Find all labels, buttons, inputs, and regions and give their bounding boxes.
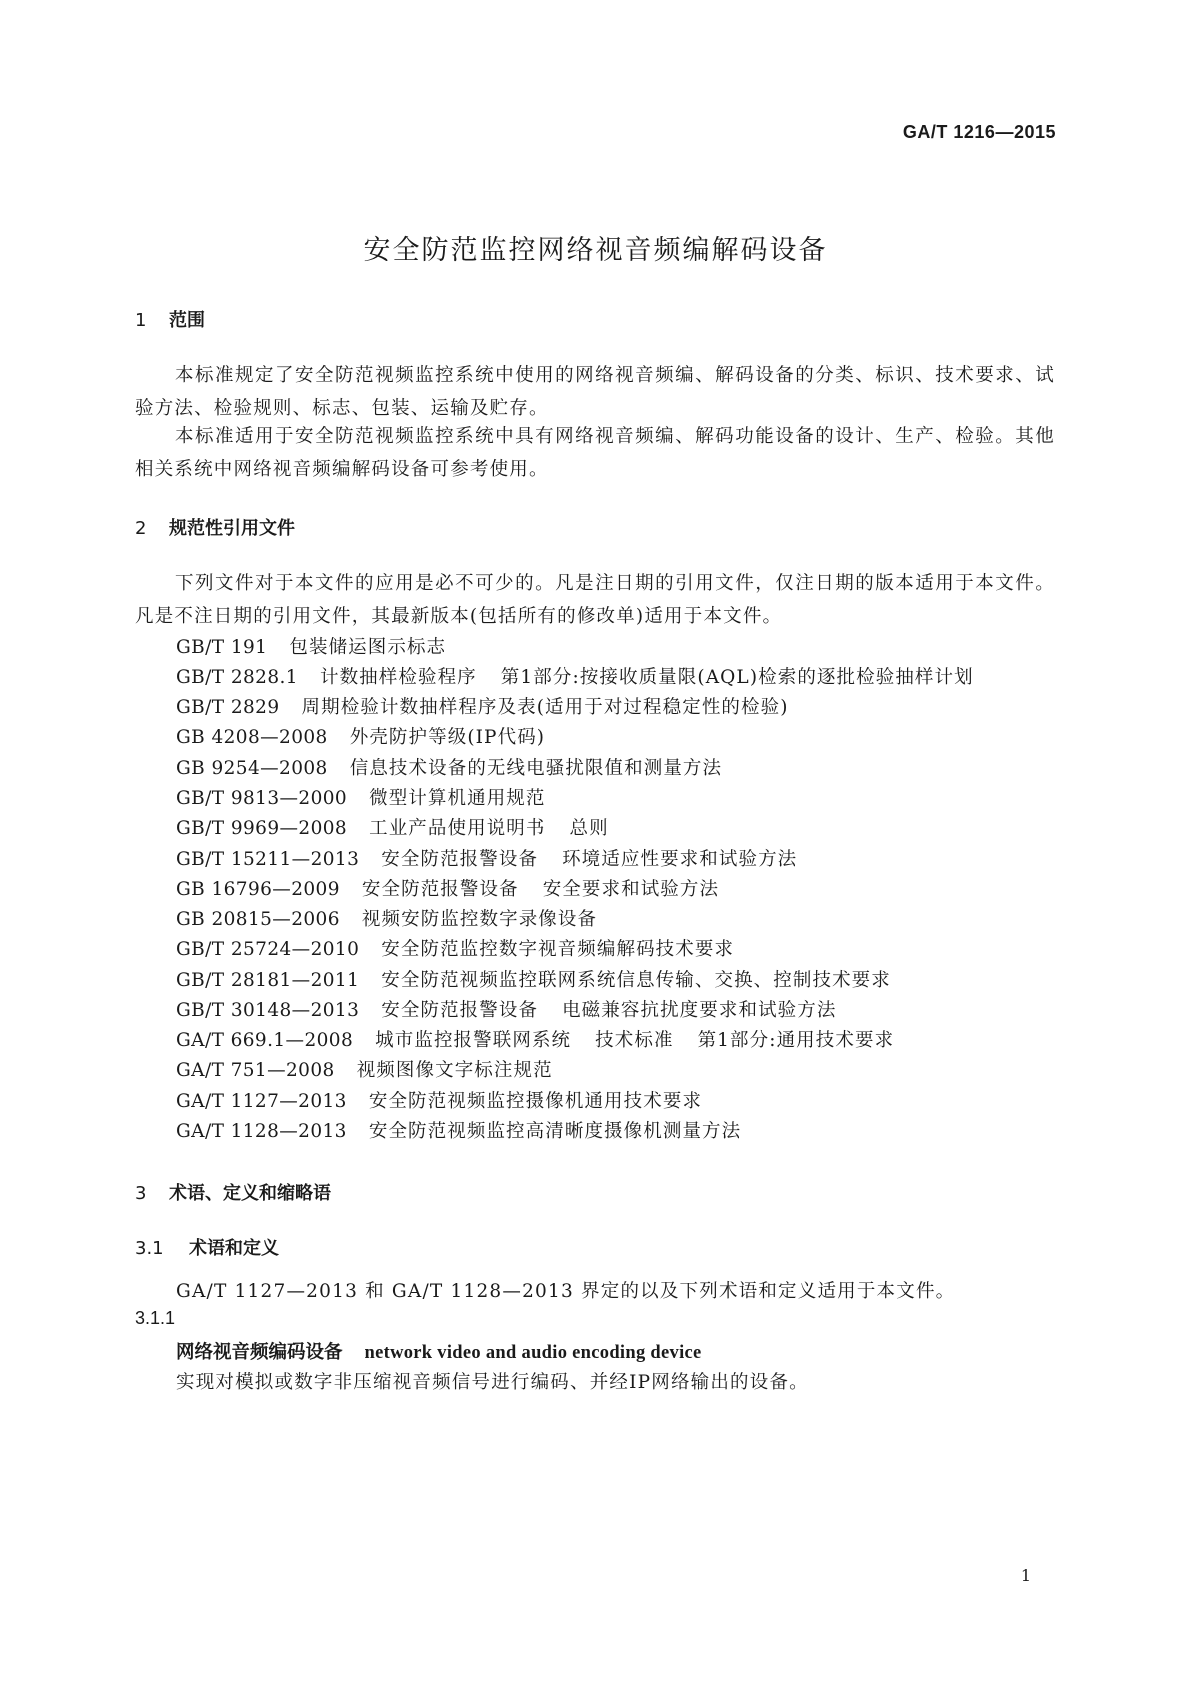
reference-title: 微型计算机通用规范 bbox=[369, 788, 546, 809]
reference-code: GA/T 1127—2013 bbox=[176, 1091, 347, 1112]
section-number: 3 bbox=[135, 1183, 147, 1204]
scope-paragraph-2: 本标准适用于安全防范视频监控系统中具有网络视音频编、解码功能设备的设计、生产、检验。其他相关系统中网络视音频编解码设备可参考使用。 bbox=[135, 426, 1055, 480]
reference-code: GB/T 2829 bbox=[176, 697, 280, 718]
section-number: 3.1 bbox=[135, 1238, 164, 1259]
reference-code: GB/T 15211—2013 bbox=[176, 849, 360, 870]
section-title: 术语、定义和缩略语 bbox=[169, 1183, 331, 1204]
reference-subtitle: 第1部分:按接收质量限(AQL)检索的逐批检验抽样计划 bbox=[500, 667, 974, 688]
standard-code: GA/T 1216—2015 bbox=[902, 122, 1056, 142]
reference-code: GA/T 669.1—2008 bbox=[176, 1030, 354, 1051]
reference-subtitle: 安全要求和试验方法 bbox=[542, 879, 720, 900]
reference-subtitle: 环境适应性要求和试验方法 bbox=[562, 849, 798, 870]
reference-subtitle: 技术标准 bbox=[595, 1030, 674, 1051]
reference-item bbox=[176, 1026, 894, 1052]
references-intro: 下列文件对于本文件的应用是必不可少的。凡是注日期的引用文件，仅注日期的版本适用于本文件。凡是不注日期的引用文件，其最新版本(包括所有的修改单)适用于本文件。 bbox=[135, 573, 1055, 627]
term-name-zh: 网络视音频编码设备 bbox=[176, 1342, 343, 1363]
reference-item bbox=[176, 996, 836, 1022]
section-1-heading bbox=[135, 306, 205, 332]
reference-item bbox=[176, 754, 722, 780]
reference-code: GA/T 1128—2013 bbox=[176, 1121, 347, 1142]
term-number: 3.1.1 bbox=[135, 1308, 176, 1328]
reference-title: 安全防范视频监控摄像机通用技术要求 bbox=[368, 1091, 703, 1112]
reference-code: GB 20815—2006 bbox=[176, 909, 340, 930]
reference-title: 城市监控报警联网系统 bbox=[375, 1030, 572, 1051]
section-3-heading bbox=[135, 1179, 331, 1205]
reference-item bbox=[176, 1087, 702, 1113]
reference-item bbox=[176, 814, 609, 840]
reference-item bbox=[176, 663, 974, 689]
reference-title: 安全防范监控数字视音频编解码技术要求 bbox=[381, 939, 735, 960]
reference-title: 包装储运图示标志 bbox=[289, 637, 447, 658]
reference-code: GB/T 28181—2011 bbox=[176, 970, 360, 991]
reference-title: 视频图像文字标注规范 bbox=[356, 1060, 553, 1081]
section-2-heading bbox=[135, 514, 295, 540]
reference-code: GB/T 191 bbox=[176, 637, 268, 658]
reference-code: GB/T 25724—2010 bbox=[176, 939, 360, 960]
section-title: 术语和定义 bbox=[189, 1238, 279, 1259]
reference-code: GB/T 9813—2000 bbox=[176, 788, 348, 809]
reference-subtitle-2: 第1部分:通用技术要求 bbox=[697, 1030, 895, 1051]
reference-title: 安全防范报警设备 bbox=[381, 849, 539, 870]
reference-code: GB 16796—2009 bbox=[176, 879, 340, 900]
reference-code: GB 9254—2008 bbox=[176, 758, 328, 779]
reference-item bbox=[176, 935, 734, 961]
reference-item bbox=[176, 693, 789, 719]
reference-title: 外壳防护等级(IP代码) bbox=[349, 727, 546, 748]
reference-code: GB/T 2828.1 bbox=[176, 667, 298, 688]
reference-title: 工业产品使用说明书 bbox=[369, 818, 546, 839]
reference-code: GB 4208—2008 bbox=[176, 727, 328, 748]
reference-title: 周期检验计数抽样程序及表(适用于对过程稳定性的检验) bbox=[301, 697, 789, 718]
reference-item bbox=[176, 723, 545, 749]
page-number: 1 bbox=[1020, 1566, 1031, 1585]
section-3-1-heading bbox=[135, 1234, 279, 1260]
term-name bbox=[176, 1338, 702, 1364]
reference-title: 视频安防监控数字录像设备 bbox=[361, 909, 598, 930]
reference-title: 计数抽样检验程序 bbox=[319, 667, 477, 688]
term-definition: 实现对模拟或数字非压缩视音频信号进行编码、并经IP网络输出的设备。 bbox=[176, 1372, 809, 1393]
reference-title: 安全防范视频监控联网系统信息传输、交换、控制技术要求 bbox=[381, 970, 891, 991]
reference-item bbox=[176, 845, 797, 871]
reference-item bbox=[176, 633, 446, 659]
reference-code: GA/T 751—2008 bbox=[176, 1060, 335, 1081]
reference-title: 安全防范报警设备 bbox=[361, 879, 519, 900]
reference-code: GB/T 30148—2013 bbox=[176, 1000, 360, 1021]
document-title: 安全防范监控网络视音频编解码设备 bbox=[363, 235, 828, 266]
section-number: 1 bbox=[135, 310, 147, 331]
section-title: 规范性引用文件 bbox=[169, 518, 295, 539]
section-number: 2 bbox=[135, 518, 147, 539]
reference-title: 信息技术设备的无线电骚扰限值和测量方法 bbox=[349, 758, 723, 779]
reference-code: GB/T 9969—2008 bbox=[176, 818, 348, 839]
terms-intro: GA/T 1127—2013 和 GA/T 1128—2013 界定的以及下列术语和定义适用于本文件。 bbox=[176, 1281, 956, 1302]
reference-item bbox=[176, 875, 719, 901]
term-name-en: network video and audio encoding device bbox=[364, 1343, 702, 1363]
reference-item bbox=[176, 1117, 741, 1143]
reference-item bbox=[176, 784, 546, 810]
scope-paragraph-1: 本标准规定了安全防范视频监控系统中使用的网络视音频编、解码设备的分类、标识、技术要求、试验方法、检验规则、标志、包装、运输及贮存。 bbox=[135, 365, 1055, 419]
reference-title: 安全防范视频监控高清晰度摄像机测量方法 bbox=[368, 1121, 742, 1142]
reference-item bbox=[176, 905, 597, 931]
reference-subtitle: 电磁兼容抗扰度要求和试验方法 bbox=[562, 1000, 837, 1021]
reference-title: 安全防范报警设备 bbox=[381, 1000, 539, 1021]
reference-item bbox=[176, 966, 891, 992]
section-title: 范围 bbox=[169, 310, 205, 331]
reference-subtitle: 总则 bbox=[569, 818, 609, 839]
reference-item bbox=[176, 1056, 553, 1082]
